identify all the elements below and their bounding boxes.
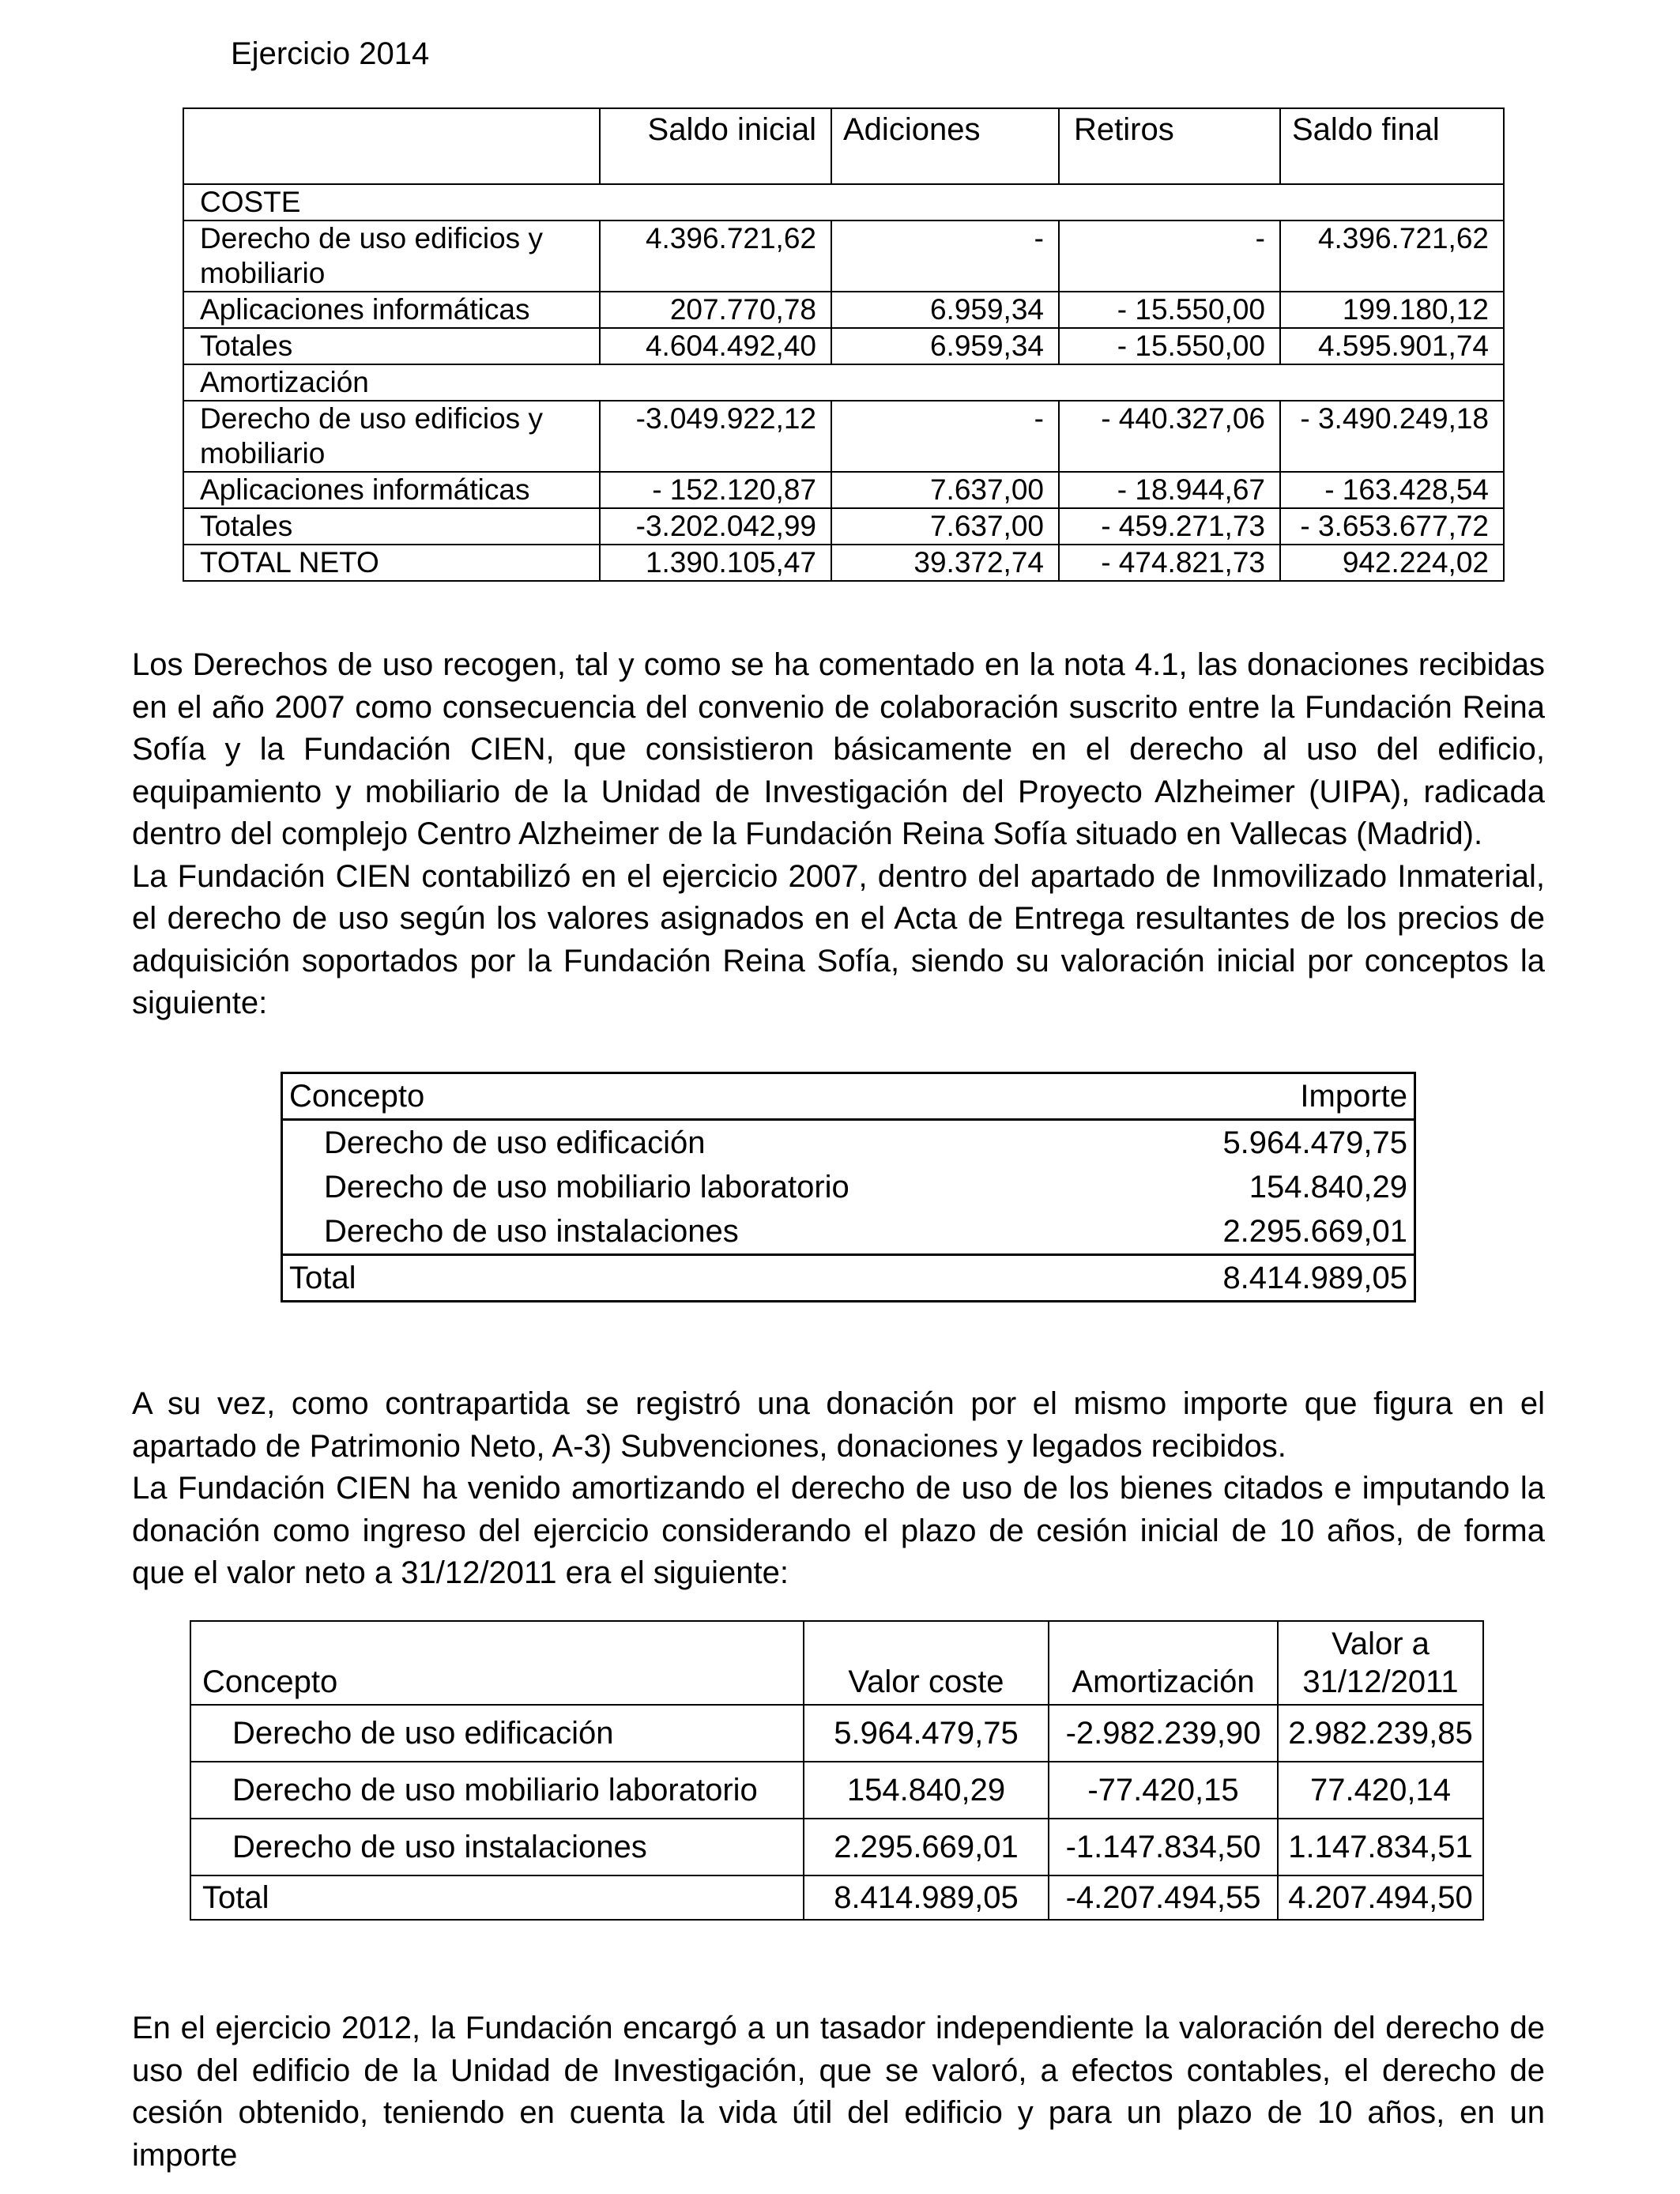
table-row [183,292,1504,328]
header-saldo-inicial: Saldo inicial [600,108,831,184]
header-concepto: Concepto [190,1621,804,1705]
net-value-table [190,1620,1484,1921]
table-row [282,1209,1415,1255]
row-saldo-final: - 3.490.249,18 [1280,401,1504,472]
table-row [183,401,1504,472]
row-valor-coste: 154.840,29 [804,1762,1049,1819]
row-saldo-inicial: 4.396.721,62 [600,221,831,292]
header-adiciones: Adiciones [831,108,1059,184]
section-row-amortizacion [183,364,1504,401]
row-concepto: Derecho de uso edificación [282,1120,1136,1166]
row-retiros: - 15.550,00 [1059,328,1280,364]
paragraph-text: La Fundación CIEN ha venido amortizando el derecho de uso de los bienes citados e imputando la donación como ingreso del ejercicio considerando el plazo de cesión inicial de 10 años, de forma que el valor neto a 31/12/2011 era el siguiente: [132,1471,1545,1590]
table-row [183,508,1504,545]
row-concepto: Totales [183,508,600,545]
section-label-coste: COSTE [183,184,1504,221]
table-row [183,221,1504,292]
row-concepto: Aplicaciones informáticas [183,292,600,328]
header-valor-coste: Valor coste [804,1621,1049,1705]
table-row-total-neto [183,545,1504,581]
row-saldo-final: 942.224,02 [1280,545,1504,581]
header-importe: Importe [1136,1073,1415,1120]
row-valor: 77.420,14 [1278,1762,1483,1819]
row-saldo-inicial: -3.049.922,12 [600,401,831,472]
paragraph-text: La Fundación CIEN contabilizó en el ejercicio 2007, dentro del apartado de Inmovilizado Inmaterial, el derecho de uso según los valores asignados en el Acta de Entrega resultantes de los precios de adquisición soportados por la Fundación Reina Sofía, siendo su valoración inicial por conceptos la siguiente: [132,858,1545,1020]
paragraph-tasacion-2012 [132,2007,1545,2177]
table-header-row [183,108,1504,184]
row-saldo-final: 199.180,12 [1280,292,1504,328]
table-row [183,472,1504,508]
table-header-row [190,1621,1483,1705]
row-adiciones: 7.637,00 [831,508,1059,545]
section-label-amortizacion: Amortización [183,364,1504,401]
row-adiciones: 7.637,00 [831,472,1059,508]
header-valor-a: Valor a [1332,1627,1430,1661]
table-row [190,1819,1483,1875]
row-adiciones: - [831,401,1059,472]
movements-table [183,107,1505,582]
row-concepto: Derecho de uso mobiliario laboratorio [190,1762,804,1819]
row-adiciones: - [831,221,1059,292]
header-fecha: 31/12/2011 [1302,1664,1459,1699]
row-importe: 5.964.479,75 [1136,1120,1415,1166]
row-valor-coste: 5.964.479,75 [804,1705,1049,1762]
paragraph-text: Los Derechos de uso recogen, tal y como se ha comentado en la nota 4.1, las donaciones recibidas en el año 2007 como consecuencia del convenio de colaboración suscrito entre la Fundación Reina Sofía y la Fundación CIEN, que consistieron básicamente en el derecho al uso del edificio, equipamiento y mobiliario de la Unidad de Investigación del Proyecto Alzheimer (UIPA), radicada dentro del complejo Centro Alzheimer de la Fundación Reina Sofía situado en Vallecas (Madrid). [132,647,1545,851]
table-row [282,1120,1415,1166]
row-concepto: TOTAL NETO [183,545,600,581]
row-saldo-inicial: 4.604.492,40 [600,328,831,364]
row-valor-coste: 2.295.669,01 [804,1819,1049,1875]
row-importe: 2.295.669,01 [1136,1209,1415,1255]
header-amortizacion: Amortización [1049,1621,1278,1705]
row-saldo-final: 4.595.901,74 [1280,328,1504,364]
paragraph-text: A su vez, como contrapartida se registró una donación por el mismo importe que figura en el apartado de Patrimonio Neto, A-3) Subvenciones, donaciones y legados recibidos. [132,1386,1545,1464]
section-row-coste [183,184,1504,221]
total-valor: 4.207.494,50 [1278,1875,1483,1920]
total-valor-coste: 8.414.989,05 [804,1875,1049,1920]
row-concepto: Derecho de uso edificación [190,1705,804,1762]
row-concepto: Derecho de uso mobiliario laboratorio [282,1165,1136,1209]
row-concepto: Aplicaciones informáticas [183,472,600,508]
row-amortizacion: -1.147.834,50 [1049,1819,1278,1875]
row-adiciones: 6.959,34 [831,292,1059,328]
total-label: Total [282,1255,1136,1302]
row-saldo-final: - 163.428,54 [1280,472,1504,508]
initial-valuation-table [281,1072,1416,1302]
header-empty [183,108,600,184]
row-concepto: Derecho de uso edificios y mobiliario [183,401,600,472]
row-saldo-inicial: 207.770,78 [600,292,831,328]
row-concepto: Totales [183,328,600,364]
header-saldo-final: Saldo final [1280,108,1504,184]
row-adiciones: 6.959,34 [831,328,1059,364]
row-adiciones: 39.372,74 [831,545,1059,581]
total-amortizacion: -4.207.494,55 [1049,1875,1278,1920]
row-valor: 1.147.834,51 [1278,1819,1483,1875]
section-heading: Ejercicio 2014 [231,36,430,71]
table-row [190,1762,1483,1819]
header-valor-a-fecha [1278,1621,1483,1705]
row-retiros: - 474.821,73 [1059,545,1280,581]
row-concepto: Derecho de uso instalaciones [190,1819,804,1875]
paragraph-text: En el ejercicio 2012, la Fundación encargó a un tasador independiente la valoración del derecho de uso del edificio de la Unidad de Investigación, que se valoró, a efectos contables, el derecho de cesión obtenido, teniendo en cuenta la vida útil del edificio y para un plazo de 10 años, en un importe [132,2011,1545,2173]
row-concepto: Derecho de uso edificios y mobiliario [183,221,600,292]
header-concepto: Concepto [282,1073,1136,1120]
total-value: 8.414.989,05 [1136,1255,1415,1302]
row-concepto: Derecho de uso instalaciones [282,1209,1136,1255]
paragraph-donacion [132,1383,1545,1595]
row-saldo-final: - 3.653.677,72 [1280,508,1504,545]
row-amortizacion: -77.420,15 [1049,1762,1278,1819]
row-saldo-inicial: - 152.120,87 [600,472,831,508]
table-row-total [190,1875,1483,1920]
row-amortizacion: -2.982.239,90 [1049,1705,1278,1762]
row-retiros: - [1059,221,1280,292]
row-retiros: - 459.271,73 [1059,508,1280,545]
row-valor: 2.982.239,85 [1278,1705,1483,1762]
paragraph-derechos-de-uso [132,644,1545,1025]
table-row-total [282,1255,1415,1302]
total-label: Total [190,1875,804,1920]
table-row [282,1165,1415,1209]
header-retiros: Retiros [1059,108,1280,184]
row-saldo-inicial: -3.202.042,99 [600,508,831,545]
table-row [190,1705,1483,1762]
table-header-row [282,1073,1415,1120]
row-retiros: - 15.550,00 [1059,292,1280,328]
table-row [183,328,1504,364]
row-retiros: - 440.327,06 [1059,401,1280,472]
row-saldo-final: 4.396.721,62 [1280,221,1504,292]
row-saldo-inicial: 1.390.105,47 [600,545,831,581]
row-retiros: - 18.944,67 [1059,472,1280,508]
row-importe: 154.840,29 [1136,1165,1415,1209]
